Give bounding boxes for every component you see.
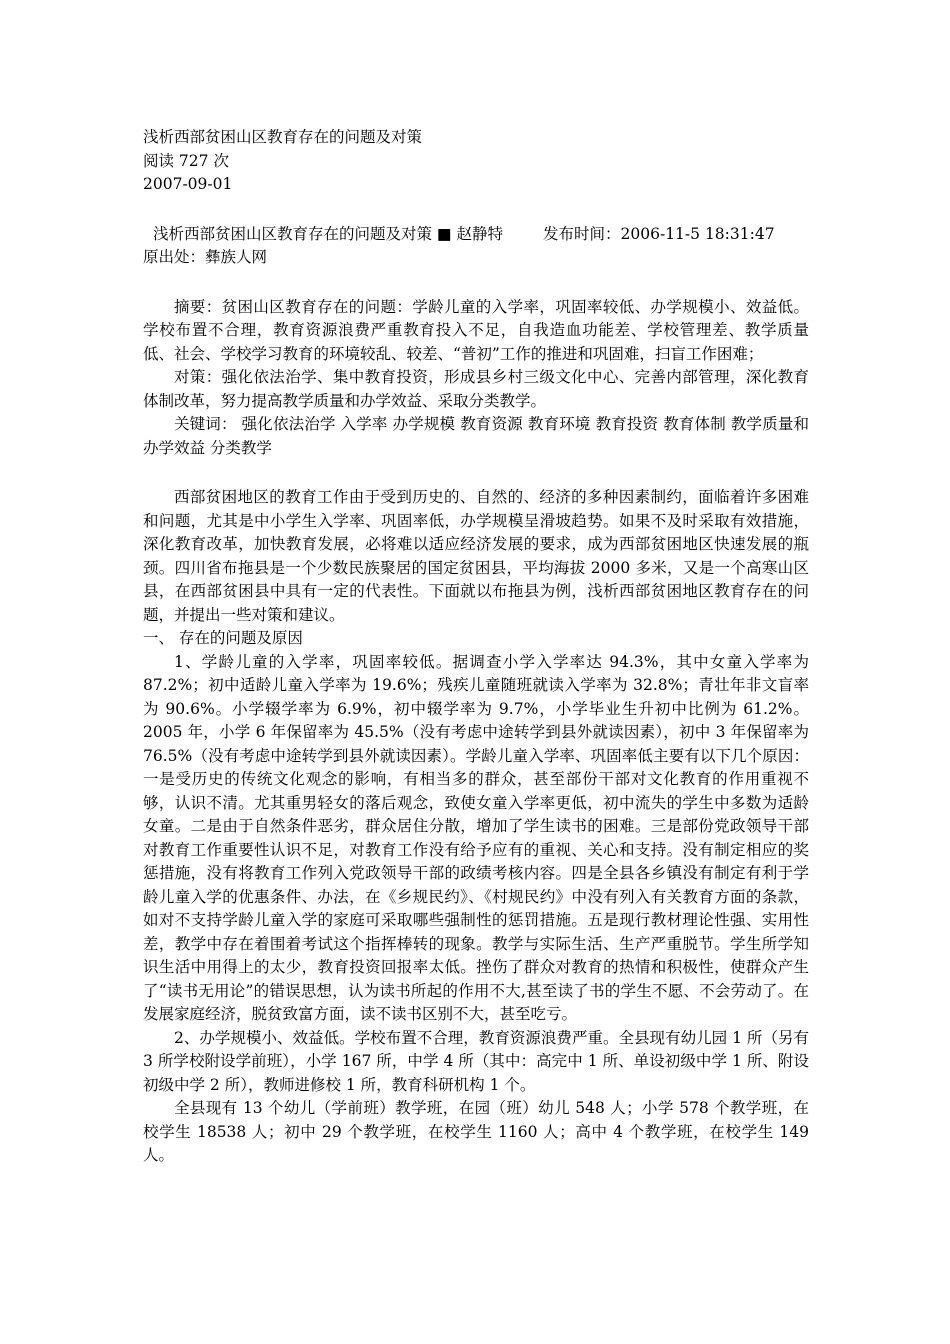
article-source: 原出处：彝族人网 xyxy=(143,248,268,266)
paragraph-point-2b: 全县现有 13 个幼儿（学前班）教学班，在园（班）幼儿 548 人；小学 578 个教学班，在校学生 18538 人；初中 29 个教学班，在校学生 1160 人；高中 4 个教学班，在校学生 149 人。 xyxy=(143,1099,809,1164)
article-title-author: 浅析西部贫困山区教育存在的问题及对策 ■ 赵静特 xyxy=(153,224,504,243)
abstract-summary: 摘要：贫困山区教育存在的问题：学龄儿童的入学率，巩固率较低、办学规模小、效益低。学校布置不合理，教育资源浪费严重教育投入不足，自我造血功能差、学校管理差、教学质量低、社会、学校学习教育的环境较乱、较差、“普初”工作的推进和巩固难，扫盲工作困难； xyxy=(143,297,809,363)
intro-paragraph: 西部贫困地区的教育工作由于受到历史的、自然的、经济的多种因素制约，面临着许多困难和问题，尤其是中小学生入学率、巩固率低，办学规模呈滑坡趋势。如果不及时采取有效措施，深化教育改革，加快教育发展，必将难以适应经济发展的要求，成为西部贫困地区快速发展的瓶颈。四川省布拖县是一个少数民族聚居的国定贫困县，平均海拔 2000 多米，又是一个高寒山区县，在西部贫困县中具有一定的代表性。下面就以布拖县为例，浅析西部贫困地区教育存在的问题，并提出一些对策和建议。 xyxy=(143,488,809,624)
document-title: 浅析西部贫困山区教育存在的问题及对策 xyxy=(143,128,423,146)
document-page xyxy=(143,126,809,1168)
article-byline xyxy=(143,223,809,247)
keywords: 关键词： 强化依法治学 入学率 办学规模 教育资源 教育环境 教育投资 教育体制 教学质量和办学效益 分类教学 xyxy=(143,415,809,457)
abstract-measures: 对策：强化依法治学、集中教育投资，形成县乡村三级文化中心、完善内部管理，深化教育体制改革，努力提高教学质量和办学效益、采取分类教学。 xyxy=(143,368,809,410)
section-heading: 一、 存在的问题及原因 xyxy=(143,629,303,647)
read-count: 阅读 727 次 xyxy=(143,151,229,170)
paragraph-point-2: 2、办学规模小、效益低。学校布置不合理，教育资源浪费严重。全县现有幼儿园 1 所（另有 3 所学校附设学前班），小学 167 所，中学 4 所（其中：高完中 1 所、单设初级中学 1 所、附设初级中学 2 所），教师进修校 1 所，教育科研机构 1 个。 xyxy=(143,1028,809,1094)
paragraph-point-1: 1、学龄儿童的入学率，巩固率较低。据调查小学入学率达 94.3%，其中女童入学率为 87.2%；初中适龄儿童入学率为 19.6%；残疾儿童随班就读入学率为 32.8%；青壮年非文盲率为 90.6%。小学辍学率为 6.9%，初中辍学率为 9.7%，小学毕业生升初中比例为 61.2%。2005 年，小学 6 年保留率为 45.5%（没有考虑中途转学到县外就读因素），初中 3 年保留率为 76.5%（没有考虑中途转学到县外就读因素）。学龄儿童入学率、巩固率低主要有以下几个原因：一是受历史的传统文化观念的影响，有相当多的群众，甚至部份干部对文化教育的作用重视不够，认识不清。尤其重男轻女的落后观念，致使女童入学率更低，初中流失的学生中多数为适龄女童。二是由于自然条件恶劣，群众居住分散，增加了学生读书的困难。三是部份党政领导干部对教育工作重要性认识不足，对教育工作没有给予应有的重视、关心和支持。没有制定相应的奖惩措施，没有将教育工作列入党政领导干部的政绩考核内容。四是全县各乡镇没有制定有利于学龄儿童入学的优惠条件、办法，在《乡规民约》、《村规民约》中没有列入有关教育方面的条款，如对不支持学龄儿童入学的家庭可采取哪些强制性的惩罚措施。五是现行教材理论性强、实用性差，教学中存在着围着考试这个指挥棒转的现象。教学与实际生活、生产严重脱节。学生所学知识生活中用得上的太少，教育投资回报率太低。挫伤了群众对教育的热情和积极性，使群众产生了“读书无用论”的错误思想，认为读书所起的作用不大,甚至读了书的学生不愿、不会劳动了。在发展家庭经济，脱贫致富方面，读不读书区别不大，甚至吃亏。 xyxy=(143,652,809,1023)
post-date: 2007-09-01 xyxy=(143,175,233,193)
publish-time: 发布时间：2006-11-5 18:31:47 xyxy=(543,224,775,243)
